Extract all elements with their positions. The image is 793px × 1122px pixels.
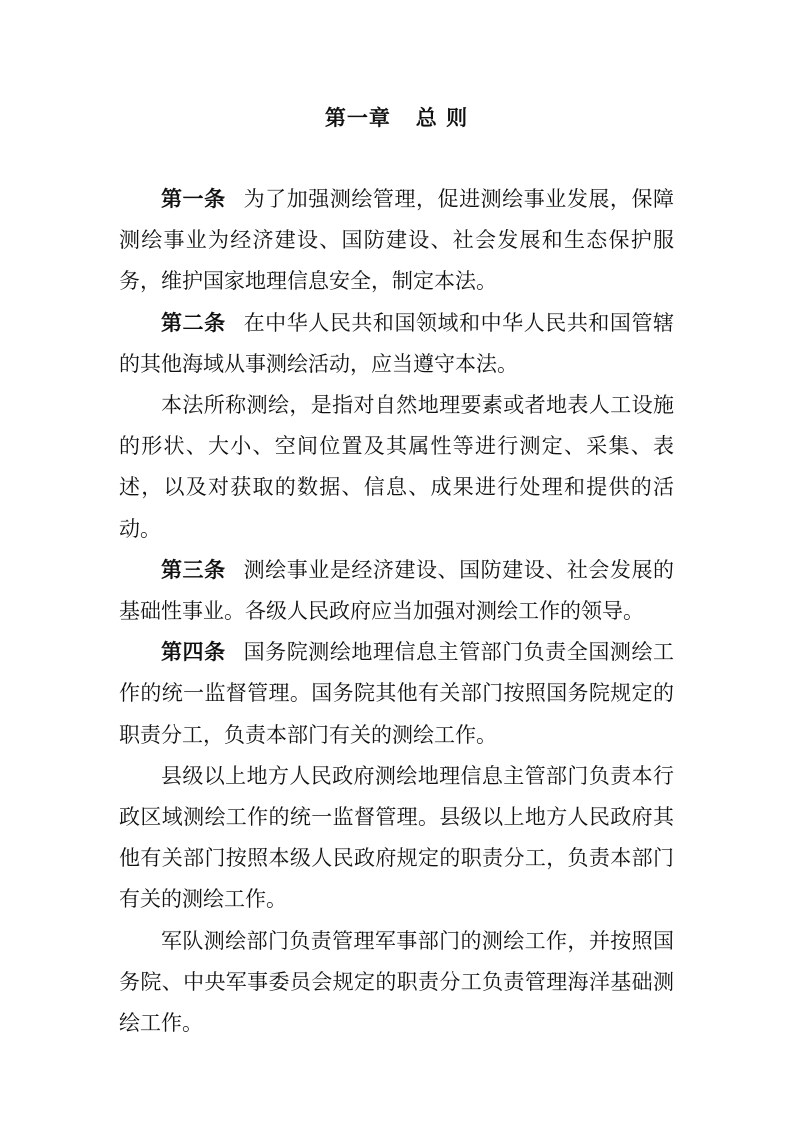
- paragraph-text: 县级以上地方人民政府测绘地理信息主管部门负责本行政区域测绘工作的统一监督管理。县级以上地方人民政府其他有关部门按照本级人民政府规定的职责分工，负责本部门有关的测绘工作。: [119, 763, 674, 912]
- article-4-paragraph: [119, 632, 674, 756]
- paragraph-text: 测绘事业是经济建设、国防建设、社会发展的基础性事业。各级人民政府应当加强对测绘工作的领导。: [119, 557, 675, 624]
- paragraph-text: 国务院测绘地理信息主管部门负责全国测绘工作的统一监督管理。国务院其他有关部门按照国务院规定的职责分工，负责本部门有关的测绘工作。: [119, 640, 675, 747]
- paragraph-text: 为了加强测绘管理，促进测绘事业发展，保障测绘事业为经济建设、国防建设、社会发展和生态保护服务，维护国家地理信息安全，制定本法。: [119, 187, 675, 294]
- article-1-paragraph: [119, 179, 674, 303]
- article-4-military-paragraph: [119, 921, 674, 1045]
- article-3-paragraph: [119, 550, 674, 632]
- paragraph-text: 在中华人民共和国领域和中华人民共和国管辖的其他海域从事测绘活动，应当遵守本法。: [119, 310, 675, 376]
- article-2-definition-paragraph: [119, 385, 674, 550]
- article-number: 第四条: [161, 640, 226, 665]
- article-number: 第三条: [161, 557, 226, 582]
- chapter-title: 第一章 总 则: [324, 106, 469, 130]
- document-body: [119, 179, 674, 1044]
- paragraph-text: 军队测绘部门负责管理军事部门的测绘工作，并按照国务院、中央军事委员会规定的职责分工负责管理海洋基础测绘工作。: [119, 928, 674, 1036]
- article-4-local-paragraph: [119, 756, 674, 921]
- article-number: 第二条: [161, 310, 226, 335]
- article-2-paragraph: [119, 303, 674, 385]
- paragraph-text: 本法所称测绘，是指对自然地理要素或者地表人工设施的形状、大小、空间位置及其属性等进行测定、采集、表述，以及对获取的数据、信息、成果进行处理和提供的活动。: [119, 393, 674, 541]
- article-number: 第一条: [161, 187, 226, 211]
